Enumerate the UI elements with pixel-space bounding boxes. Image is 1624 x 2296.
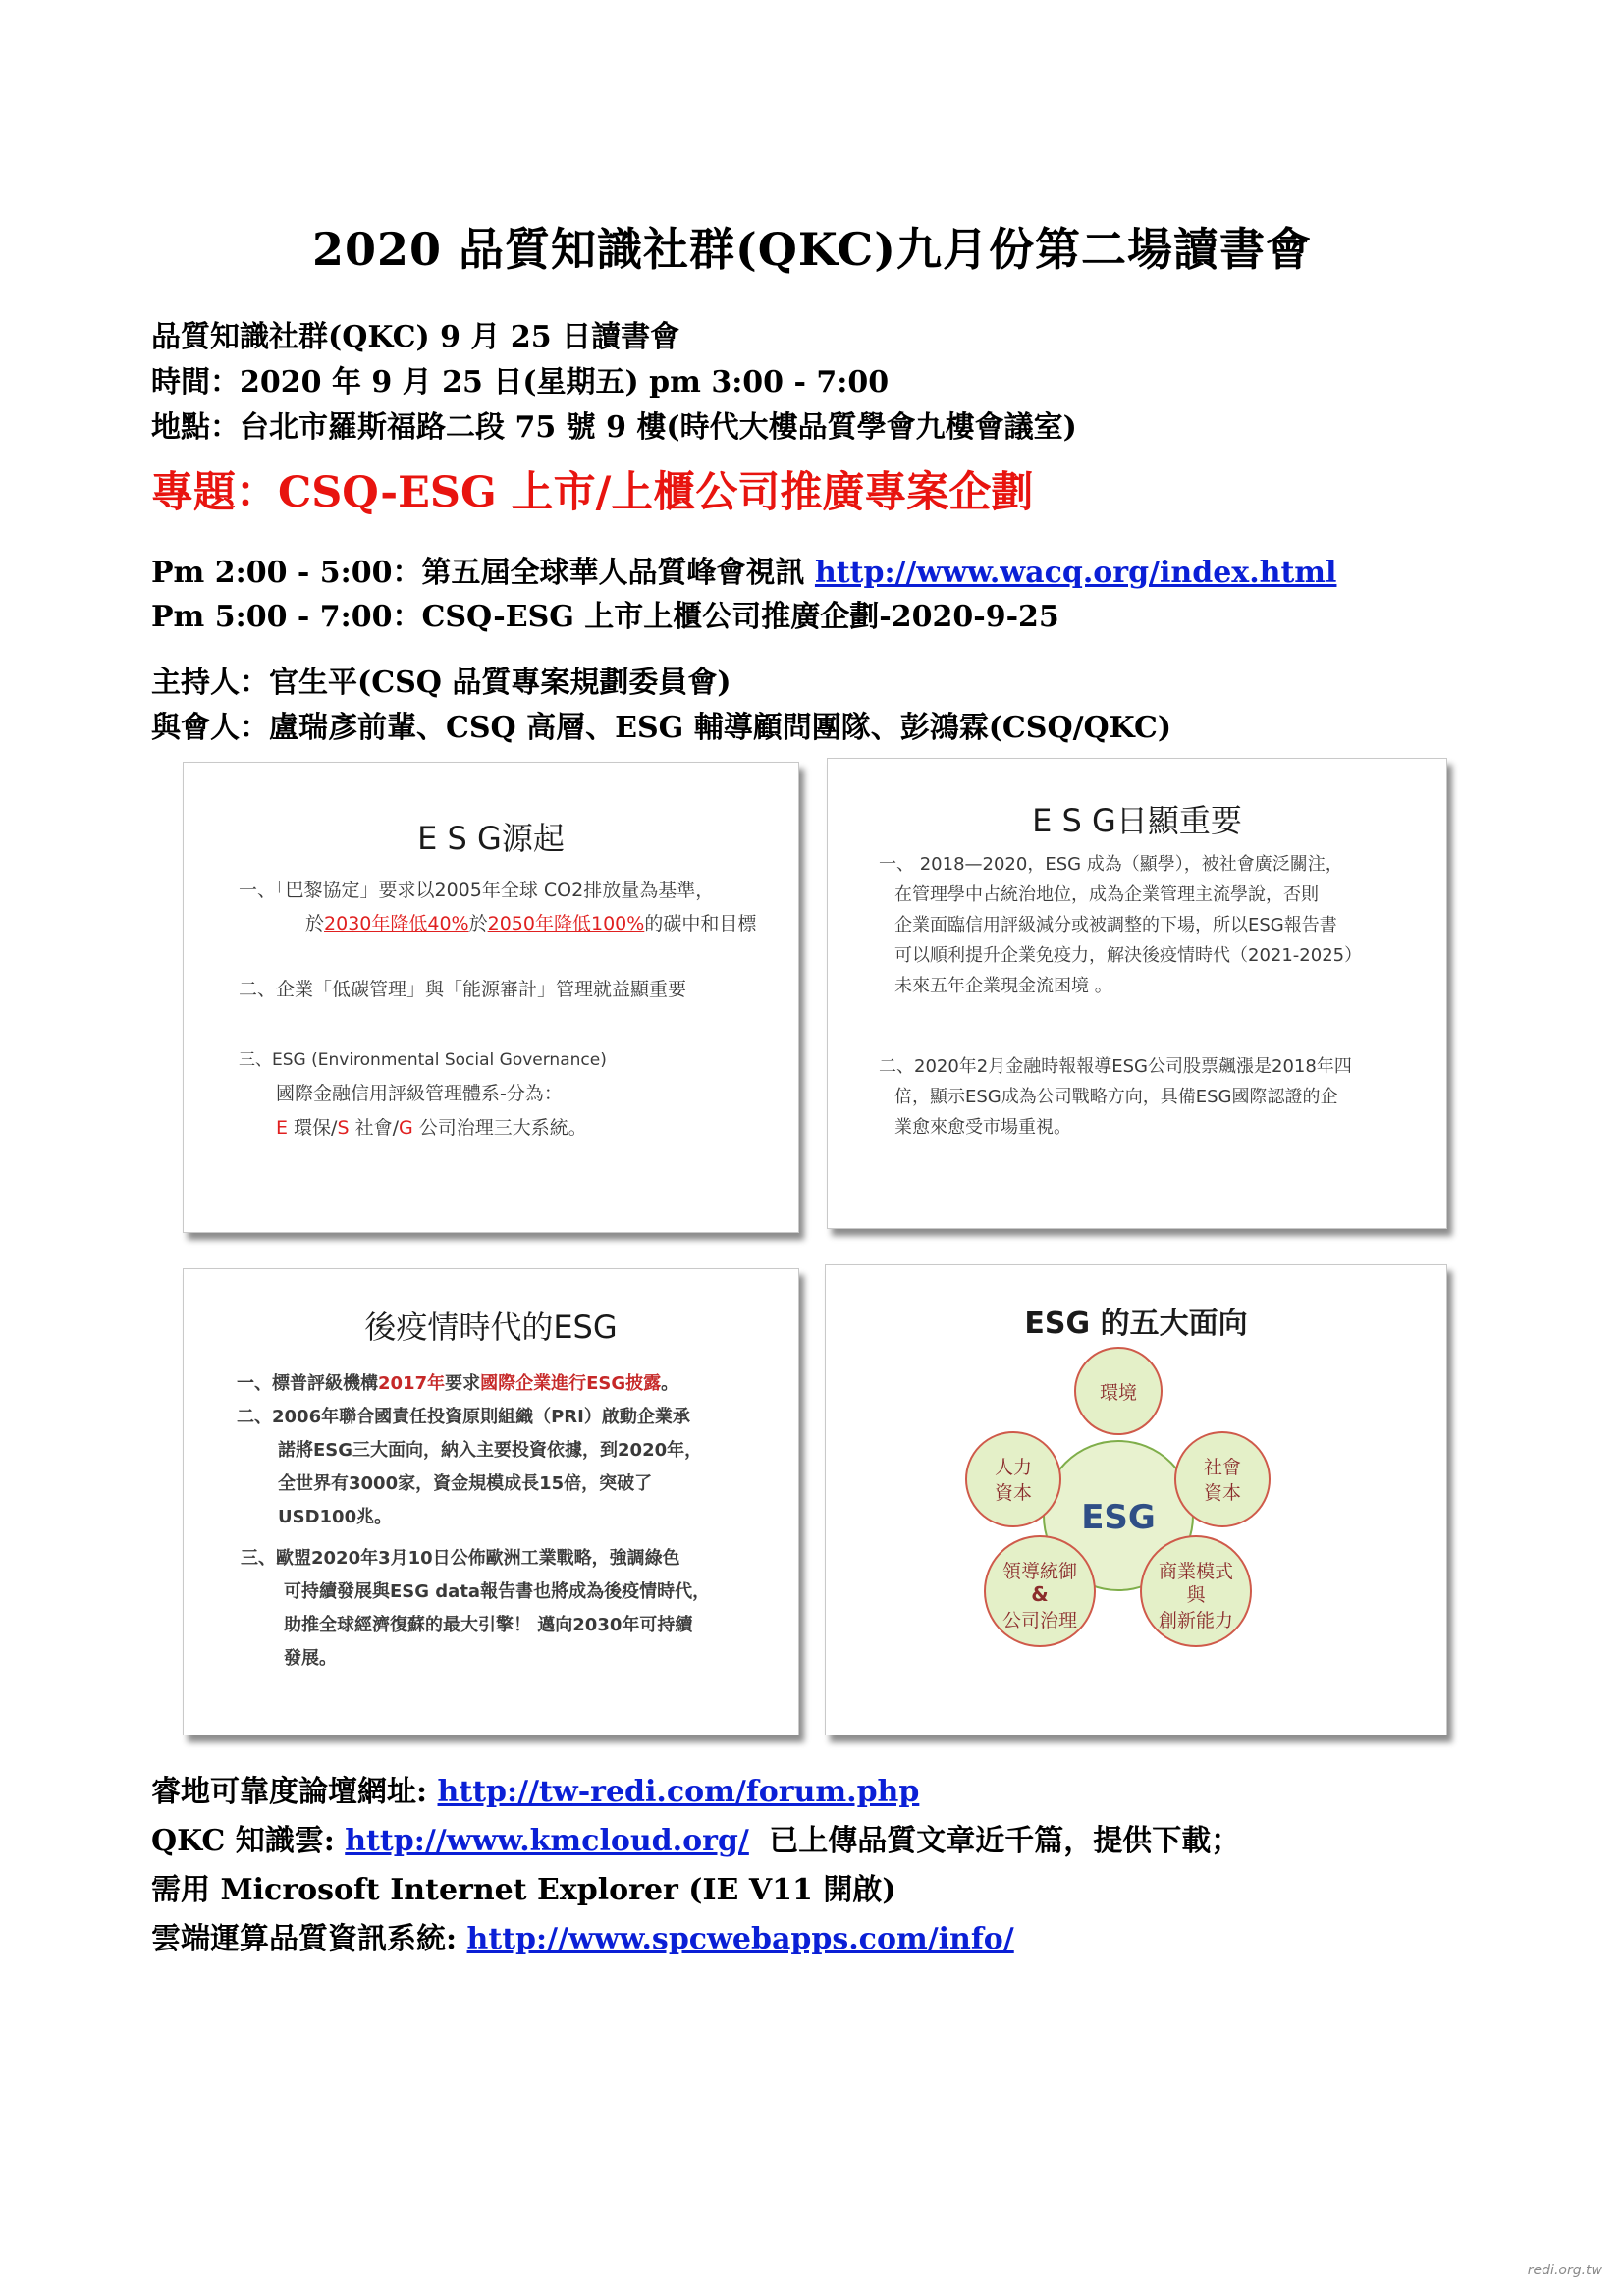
text-fragment: 社會/: [349, 1117, 399, 1139]
letter-e: E: [276, 1117, 289, 1139]
kmcloud-link[interactable]: http://www.kmcloud.org/: [345, 1824, 749, 1858]
highlight-2050: 2050年降低100%: [487, 913, 645, 934]
slide-text-line: 發展。: [284, 1648, 337, 1669]
slide-esg-importance: [827, 758, 1447, 1229]
slide-text-line: 可持續發展與ESG data報告書也將成為後疫情時代，: [284, 1581, 711, 1602]
slide-text-line: 企業面臨信用評級減分或被調整的下場，所以ESG報告書: [894, 915, 1337, 935]
event-place: 地點：台北市羅斯福路二段 75 號 9 樓(時代大樓品質學會九樓會議室): [151, 410, 1077, 445]
human-label-1: 人力: [994, 1457, 1033, 1478]
slide-text-line: 三、ESG (Environmental Social Governance): [239, 1050, 607, 1070]
slide-text-line: USD100兆。: [278, 1507, 393, 1527]
slide-title: 後疫情時代的ESG: [364, 1308, 618, 1346]
wacq-link[interactable]: http://www.wacq.org/index.html: [814, 556, 1337, 590]
spc-label: 雲端運算品質資訊系統:: [151, 1922, 458, 1956]
center-label: ESG: [1081, 1498, 1156, 1537]
forum-label: 睿地可靠度論壇網址:: [151, 1775, 428, 1809]
kmcloud-label: QKC 知識雲:: [151, 1824, 335, 1858]
leadership-label-3: 公司治理: [1001, 1610, 1078, 1631]
slide-text-line: 一、「巴黎協定」要求以2005年全球 CO2排放量為基準，: [239, 880, 715, 901]
slide-text-line: 二、2020年2月金融時報報導ESG公司股票飆漲是2018年四: [879, 1056, 1352, 1077]
spc-line: [151, 1914, 1014, 1957]
highlight-2017: 2017年: [378, 1373, 446, 1394]
slide-text-line: 倍，顯示ESG成為公司戰略方向，具備ESG國際認證的企: [894, 1087, 1338, 1107]
text-fragment: 。: [661, 1373, 679, 1394]
text-fragment: 於: [305, 913, 325, 934]
page-title: 2020 品質知識社群(QKC)九月份第二場讀書會: [312, 223, 1312, 276]
slide-text-line: 諾將ESG三大面向，納入主要投資依據，到2020年，: [278, 1440, 703, 1461]
slide-text-line: 可以順利提升企業免疫力，解決後疫情時代（2021-2025）: [894, 945, 1363, 966]
slide-esg-origin: [183, 762, 799, 1233]
schedule-item-2: Pm 5:00 - 7:00：CSQ-ESG 上市上櫃公司推廣企劃-2020-9-25: [151, 600, 1059, 634]
slide-text-line: 一、 2018—2020，ESG 成為（顯學），被社會廣泛關注，: [879, 854, 1343, 875]
slide-text-line: 未來五年企業現金流困境 。: [894, 976, 1112, 996]
slide-text-line: 二、企業「低碳管理」與「能源審計」管理就益顯重要: [239, 979, 687, 1000]
slide-title: E S G源起: [417, 820, 565, 857]
highlight-esg-disclosure: 國際企業進行ESG披露: [480, 1373, 662, 1394]
forum-line: [151, 1767, 919, 1810]
slide-text-line: 全世界有3000家，資金規模成長15倍，突破了: [278, 1473, 653, 1494]
host-line: 主持人：官生平(CSQ 品質專案規劃委員會): [151, 666, 731, 700]
slide-text-line: [237, 1367, 678, 1401]
slide-text-line: 國際金融信用評級管理體系-分為：: [276, 1083, 563, 1104]
human-label-2: 資本: [994, 1482, 1033, 1504]
slide-text-line: [305, 907, 756, 940]
schedule-item-1: [151, 548, 1336, 591]
kmcloud-line: [151, 1816, 1240, 1859]
leadership-label-2: &: [1031, 1582, 1049, 1606]
slide-title: E S G日顯重要: [1032, 802, 1242, 839]
business-label-3: 創新能力: [1158, 1610, 1234, 1631]
business-label-2: 與: [1186, 1584, 1206, 1606]
letter-g: G: [398, 1117, 413, 1139]
slide-text-line: 二、2006年聯合國責任投資原則組織（PRI）啟動企業承: [237, 1407, 690, 1427]
slide-text-line: 助推全球經濟復蘇的最大引擎！ 邁向2030年可持續: [284, 1615, 693, 1635]
text-fragment: 要求: [445, 1373, 481, 1394]
text-fragment: 的碳中和目標: [644, 913, 757, 934]
social-label-1: 社會: [1203, 1457, 1242, 1478]
leadership-label-1: 領導統御: [1001, 1561, 1078, 1582]
watermark: redi.org.tw: [1527, 2263, 1602, 2278]
spc-link[interactable]: http://www.spcwebapps.com/info/: [466, 1922, 1014, 1956]
text-fragment: 一、標普評級機構: [237, 1373, 378, 1394]
ie-note: 需用 Microsoft Internet Explorer (IE V11 開啟): [151, 1873, 896, 1907]
human-circle: [966, 1432, 1060, 1526]
forum-link[interactable]: http://tw-redi.com/forum.php: [437, 1775, 920, 1809]
schedule-item-1-text: Pm 2:00 - 5:00：第五屆全球華人品質峰會視訊: [151, 556, 805, 590]
text-fragment: 環保/: [288, 1117, 338, 1139]
letter-s: S: [337, 1117, 350, 1139]
five-aspects-diagram: [826, 1265, 1446, 1735]
social-label-2: 資本: [1203, 1482, 1242, 1504]
text-fragment: 於: [468, 913, 488, 934]
highlight-2030: 2030年降低40%: [324, 913, 469, 934]
slide-text-line: 三、歐盟2020年3月10日公佈歐洲工業戰略，強調綠色: [241, 1548, 680, 1569]
event-name: 品質知識社群(QKC) 9 月 25 日讀書會: [151, 320, 680, 354]
topic-heading: 專題：CSQ-ESG 上市/上櫃公司推廣專案企劃: [151, 468, 1034, 517]
slide-post-pandemic: [183, 1268, 799, 1735]
env-label: 環境: [1099, 1382, 1138, 1404]
event-time: 時間：2020 年 9 月 25 日(星期五) pm 3:00 - 7:00: [151, 365, 890, 400]
social-circle: [1175, 1432, 1270, 1526]
text-fragment: 公司治理三大系統。: [412, 1117, 587, 1139]
slide-text-line: 業愈來愈受市場重視。: [894, 1117, 1071, 1138]
slide-text-line: 在管理學中占統治地位，成為企業管理主流學說，否則: [894, 884, 1319, 905]
attendees-line: 與會人：盧瑞彥前輩、CSQ 高層、ESG 輔導顧問團隊、彭鴻霖(CSQ/QKC): [151, 711, 1172, 745]
slide-text-line: [276, 1111, 587, 1145]
slide-title: ESG 的五大面向: [1024, 1307, 1248, 1341]
kmcloud-note: 已上傳品質文章近千篇，提供下載；: [769, 1824, 1241, 1858]
business-label-1: 商業模式: [1158, 1561, 1234, 1582]
slide-five-aspects: [825, 1264, 1447, 1735]
